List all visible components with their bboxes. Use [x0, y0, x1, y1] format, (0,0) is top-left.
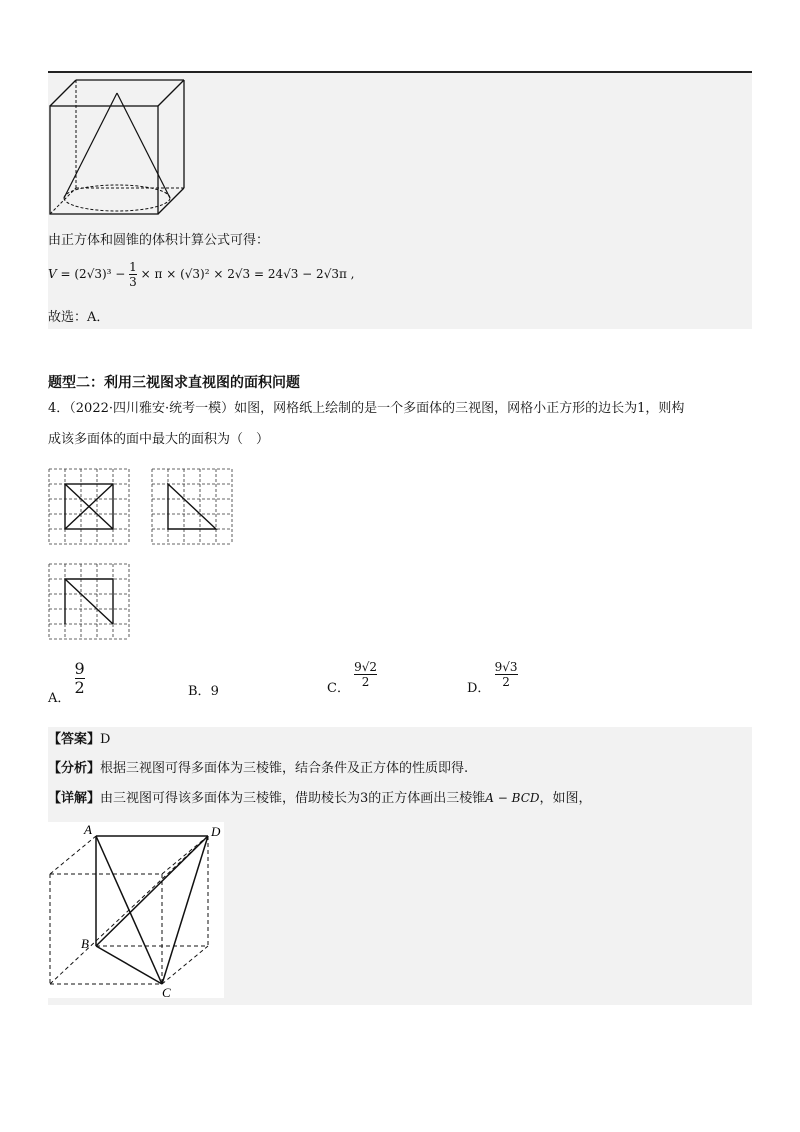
analysis-tag: 【分析】	[48, 761, 101, 776]
solution-conclusion: 故选：A．	[48, 310, 110, 325]
option-a-label: A．	[48, 691, 71, 706]
answer-tag: 【答案】	[48, 732, 101, 747]
formula-fraction	[129, 260, 137, 289]
section-title: 题型二：利用三视图求直视图的面积问题	[48, 375, 300, 391]
pyramid-in-cube-figure	[48, 822, 224, 998]
solution-intro: 由正方体和圆锥的体积计算公式可得：	[48, 233, 270, 248]
option-a[interactable]	[48, 659, 85, 706]
top-view-grid	[48, 563, 130, 641]
detail-text: 由三视图可得该多面体为三棱锥，借助棱长为3的正方体画出三棱锥	[100, 791, 486, 806]
fraction-numerator: 1	[129, 260, 137, 274]
option-d-denominator: 2	[502, 675, 510, 689]
vertex-a-label: A	[84, 822, 92, 837]
question-line-1	[48, 400, 684, 418]
option-c-numerator: 9√2	[354, 660, 378, 674]
side-view-grid	[151, 468, 233, 546]
question-text-2: 成该多面体的面中最大的面积为（ ）	[48, 432, 270, 447]
vertex-d-label: D	[211, 824, 221, 839]
formula-eq: =	[60, 267, 75, 281]
option-d-label: D．	[467, 681, 491, 696]
formula-cube: (2√3)³ −	[74, 267, 126, 281]
detail-math: A − BCD	[485, 791, 540, 805]
option-a-numerator: 9	[74, 659, 85, 678]
cube-cone-figure	[48, 76, 190, 216]
option-b-value: 9	[210, 684, 219, 699]
question-text-1: （2022·四川雅安·统考一模）如图，网格纸上绘制的是一个多面体的三视图，网格小正方形的边长为1，则构	[69, 401, 685, 416]
answer-value: D	[100, 732, 111, 747]
option-c-label: C．	[327, 681, 350, 696]
option-b[interactable]	[188, 680, 219, 699]
option-a-denominator: 2	[74, 678, 85, 697]
analysis-text: 根据三视图可得多面体为三棱锥，结合条件及正方体的性质即得.	[100, 761, 469, 776]
option-d-numerator: 9√3	[494, 660, 518, 674]
detail-line	[48, 789, 592, 808]
detail-tag: 【详解】	[48, 791, 101, 806]
fraction-denominator: 3	[129, 275, 137, 289]
vertex-b-label: B	[81, 936, 89, 951]
option-d-fraction	[495, 660, 518, 689]
option-b-label: B．	[188, 684, 211, 699]
question-number: 4．	[48, 401, 70, 416]
option-d[interactable]	[467, 660, 518, 696]
front-view-grid	[48, 468, 130, 546]
option-c[interactable]	[327, 660, 378, 696]
option-c-denominator: 2	[361, 675, 370, 689]
option-c-fraction	[354, 660, 377, 689]
volume-formula	[48, 260, 354, 289]
detail-tail: ，如图，	[539, 791, 592, 806]
option-a-fraction	[75, 660, 85, 697]
analysis-line	[48, 760, 468, 778]
formula-v: V	[48, 267, 57, 281]
answer-line	[48, 731, 110, 749]
vertex-c-label: C	[162, 985, 171, 998]
formula-rest: × π × (√3)² × 2√3 = 24√3 − 2√3π ,	[140, 267, 355, 281]
